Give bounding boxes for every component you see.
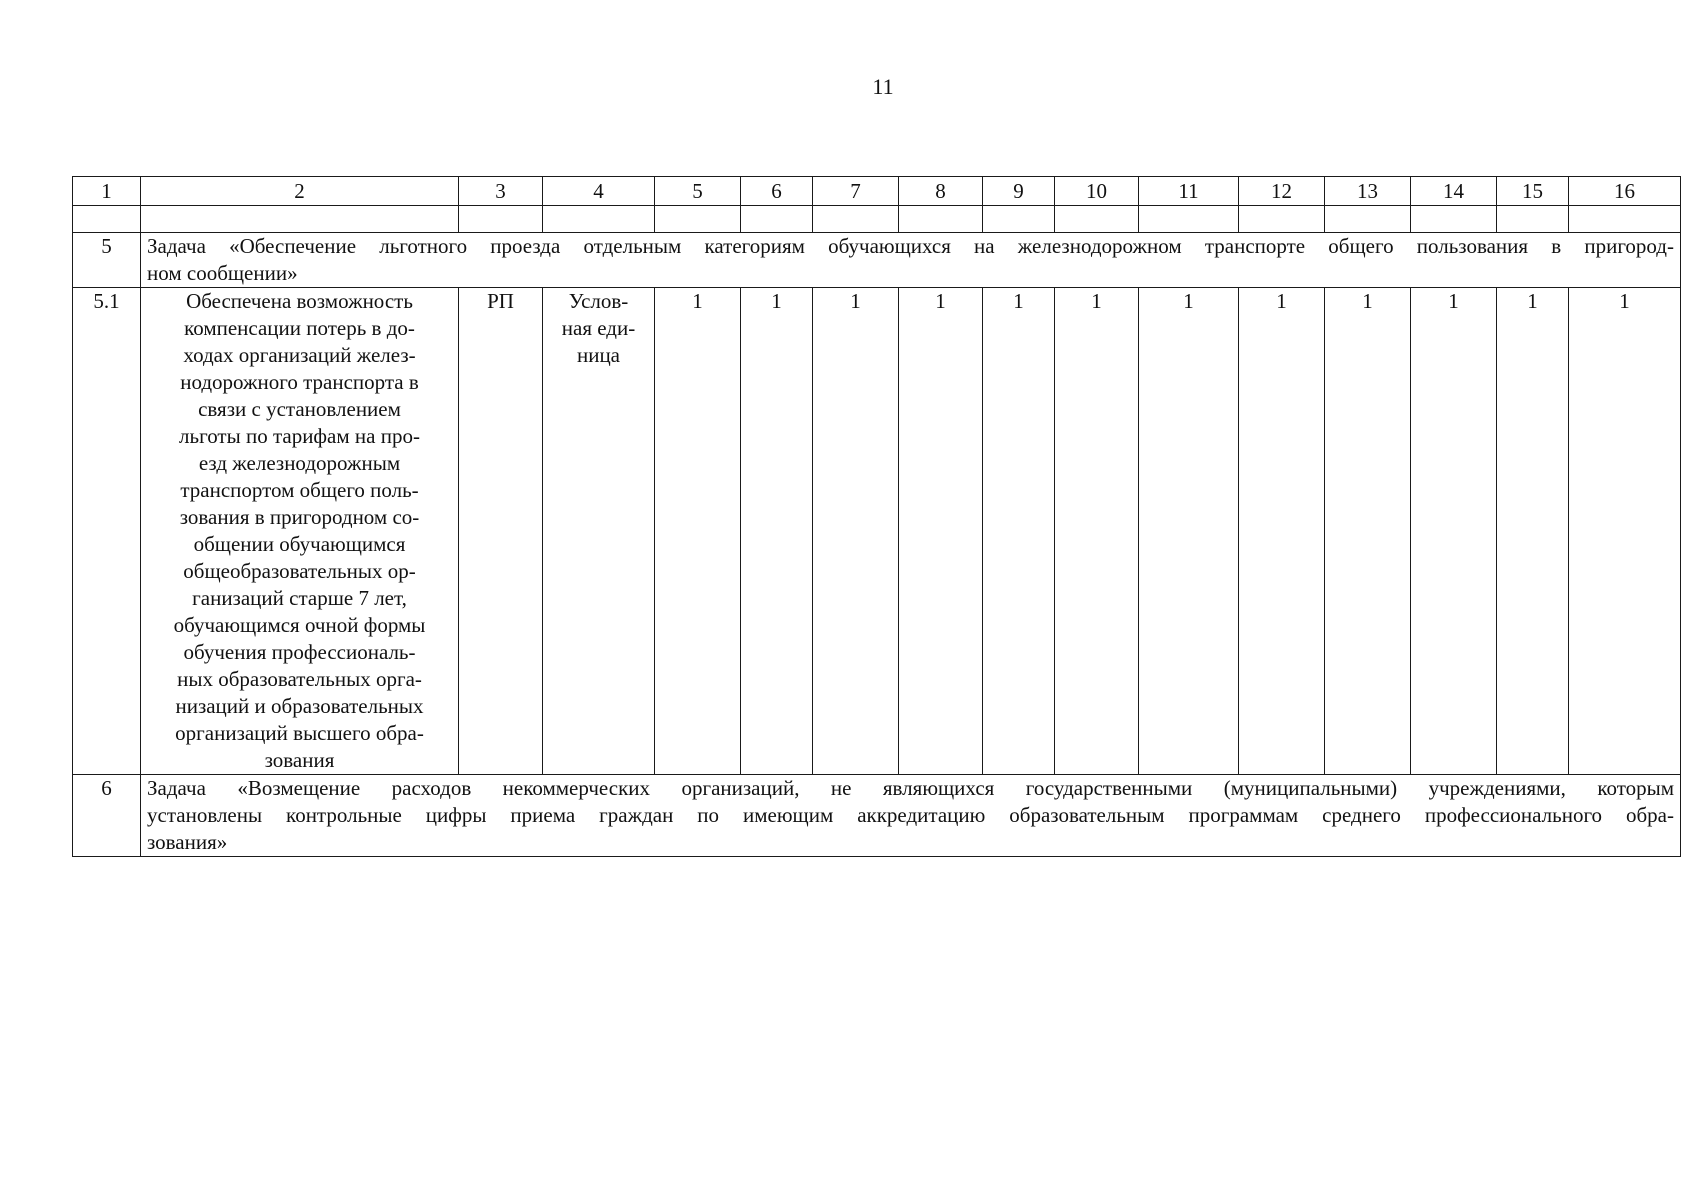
- indicator-value: 1: [1239, 288, 1325, 775]
- description-line: ходах организаций желез-: [183, 343, 416, 367]
- task-6-line: Задача «Возмещение расходов некоммерческих организаций, не являющихся государственными (муниципальными) учреждениями, которым: [147, 776, 1674, 800]
- task-6-row: [73, 775, 1681, 857]
- task-5-line: Задача «Обеспечение льготного проезда отдельным категориям обучающихся на железнодорожном транспорте общего пользования в пригород-: [147, 234, 1674, 258]
- task-6-text: [141, 775, 1681, 857]
- description-line: льготы по тарифам на про-: [179, 424, 420, 448]
- description-line: зования: [264, 748, 335, 772]
- indicator-description: [141, 288, 459, 775]
- description-line: низаций и образовательных: [175, 694, 424, 718]
- description-line: общении обучающимся: [193, 532, 406, 556]
- empty-cell: [983, 206, 1055, 233]
- column-number-cell: 9: [983, 177, 1055, 206]
- description-line: транспортом общего поль-: [180, 478, 419, 502]
- description-line: Обеспечена возможность: [186, 289, 413, 313]
- description-line: организаций высшего обра-: [175, 721, 424, 745]
- indicator-value: 1: [1325, 288, 1411, 775]
- indicator-value: 1: [899, 288, 983, 775]
- description-line: нодорожного транспорта в: [180, 370, 419, 394]
- indicator-value: 1: [1411, 288, 1497, 775]
- description-line: ных образовательных орга-: [177, 667, 422, 691]
- task-5-line: ном сообщении»: [147, 261, 298, 285]
- empty-cell: [813, 206, 899, 233]
- empty-cell: [1411, 206, 1497, 233]
- column-number-row: [73, 177, 1681, 206]
- indicator-value: 1: [1139, 288, 1239, 775]
- indicator-unit: [543, 288, 655, 775]
- empty-cell: [141, 206, 459, 233]
- indicator-value: 1: [655, 288, 741, 775]
- column-number-cell: 4: [543, 177, 655, 206]
- indicator-type: РП: [459, 288, 543, 775]
- column-number-cell: 13: [1325, 177, 1411, 206]
- column-number-cell: 5: [655, 177, 741, 206]
- task-6-line: зования»: [147, 830, 228, 854]
- description-line: ганизаций старше 7 лет,: [192, 586, 407, 610]
- column-number-cell: 10: [1055, 177, 1139, 206]
- column-number-cell: 2: [141, 177, 459, 206]
- task-5-text: [141, 233, 1681, 288]
- empty-cell: [1139, 206, 1239, 233]
- empty-cell: [899, 206, 983, 233]
- column-number-cell: 8: [899, 177, 983, 206]
- column-number-cell: 15: [1497, 177, 1569, 206]
- column-number-cell: 7: [813, 177, 899, 206]
- description-line: обучающимся очной формы: [173, 613, 426, 637]
- indicator-value: 1: [813, 288, 899, 775]
- indicator-5-1-row: [73, 288, 1681, 775]
- indicators-table: [72, 176, 1681, 857]
- column-number-cell: 14: [1411, 177, 1497, 206]
- empty-cell: [1569, 206, 1681, 233]
- empty-cell: [741, 206, 813, 233]
- blank-row: [73, 206, 1681, 233]
- unit-line: Услов-: [568, 289, 629, 313]
- unit-line: ница: [576, 343, 621, 367]
- task-5-number: 5: [73, 233, 141, 288]
- empty-cell: [459, 206, 543, 233]
- column-number-cell: 16: [1569, 177, 1681, 206]
- description-line: обучения профессиональ-: [183, 640, 416, 664]
- empty-cell: [655, 206, 741, 233]
- empty-cell: [1497, 206, 1569, 233]
- empty-cell: [73, 206, 141, 233]
- task-6-number: 6: [73, 775, 141, 857]
- unit-line: ная еди-: [561, 316, 636, 340]
- empty-cell: [1325, 206, 1411, 233]
- description-line: езд железнодорожным: [198, 451, 401, 475]
- column-number-cell: 6: [741, 177, 813, 206]
- indicator-number: 5.1: [73, 288, 141, 775]
- description-line: зования в пригородном со-: [179, 505, 420, 529]
- indicator-value: 1: [1497, 288, 1569, 775]
- indicator-value: 1: [1055, 288, 1139, 775]
- column-number-cell: 12: [1239, 177, 1325, 206]
- empty-cell: [1239, 206, 1325, 233]
- page-number: 11: [872, 74, 894, 99]
- indicator-value: 1: [741, 288, 813, 775]
- empty-cell: [543, 206, 655, 233]
- column-number-cell: 1: [73, 177, 141, 206]
- task-6-line: установлены контрольные цифры приема граждан по имеющим аккредитацию образовательным программам среднего профессионального обра-: [147, 803, 1674, 827]
- indicator-value: 1: [983, 288, 1055, 775]
- empty-cell: [1055, 206, 1139, 233]
- indicator-value: 1: [1569, 288, 1681, 775]
- column-number-cell: 11: [1139, 177, 1239, 206]
- description-line: общеобразовательных ор-: [183, 559, 416, 583]
- description-line: компенсации потерь в до-: [184, 316, 415, 340]
- column-number-cell: 3: [459, 177, 543, 206]
- task-5-row: [73, 233, 1681, 288]
- description-line: связи с установлением: [198, 397, 401, 421]
